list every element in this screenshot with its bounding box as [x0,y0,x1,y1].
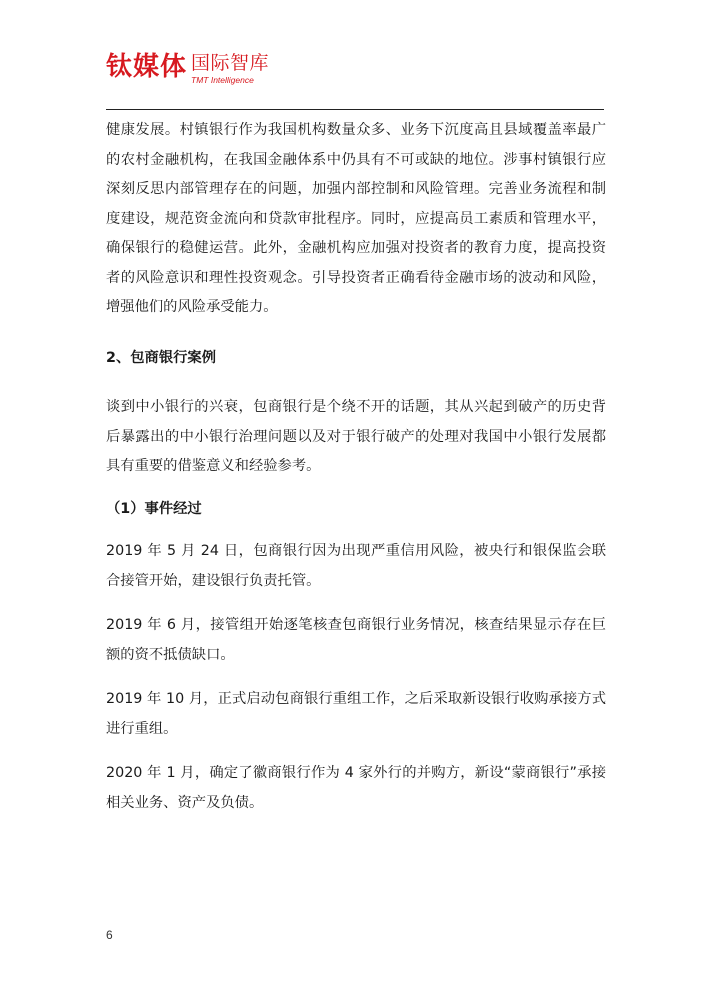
logo-sub-block [191,52,269,85]
page-number: 6 [106,928,113,942]
paragraph-event-3: 2019 年 10 月，正式启动包商银行重组工作，之后采取新设银行收购承接方式进行重组。 [106,691,606,737]
logo-english-name: TMT Intelligence [191,75,254,85]
paragraph-intro: 健康发展。村镇银行作为我国机构数量众多、业务下沉度高且县域覆盖率最广的农村金融机构，在我国金融体系中仍具有不可或缺的地位。涉事村镇银行应深刻反思内部管理存在的问题，加强内部控制和风险管理。完善业务流程和制度建设，规范资金流向和贷款审批程序。同时，应提高员工素质和管理水平，确保银行的稳健运营。此外，金融机构应加强对投资者的教育力度，提高投资者的风险意识和理性投资观念。引导投资者正确看待金融市场的波动和风险，增强他们的风险承受能力。 [106,122,606,315]
report-header [106,52,269,85]
logo-subtitle: 国际智库 [191,52,270,74]
section-heading: 2、包商银行案例 [106,349,217,366]
paragraph-event-2: 2019 年 6 月，接管组开始逐笔核查包商银行业务情况，核查结果显示存在巨额的资不抵债缺口。 [106,617,606,663]
logo-brand-name: 钛媒体 [106,52,188,82]
header-divider [106,109,604,110]
paragraph-case-intro: 谈到中小银行的兴衰，包商银行是个绕不开的话题，其从兴起到破产的历史背后暴露出的中小银行治理问题以及对于银行破产的处理对我国中小银行发展都具有重要的借鉴意义和经验参考。 [106,399,606,474]
document-body [106,116,606,818]
paragraph-event-4: 2020 年 1 月，确定了徽商银行作为 4 家外行的并购方，新设“蒙商银行”承接相关业务、资产及负债。 [106,765,606,811]
subsection-heading: （1）事件经过 [106,500,202,517]
paragraph-event-1: 2019 年 5 月 24 日，包商银行因为出现严重信用风险，被央行和银保监会联合接管开始，建设银行负责托管。 [106,543,606,589]
